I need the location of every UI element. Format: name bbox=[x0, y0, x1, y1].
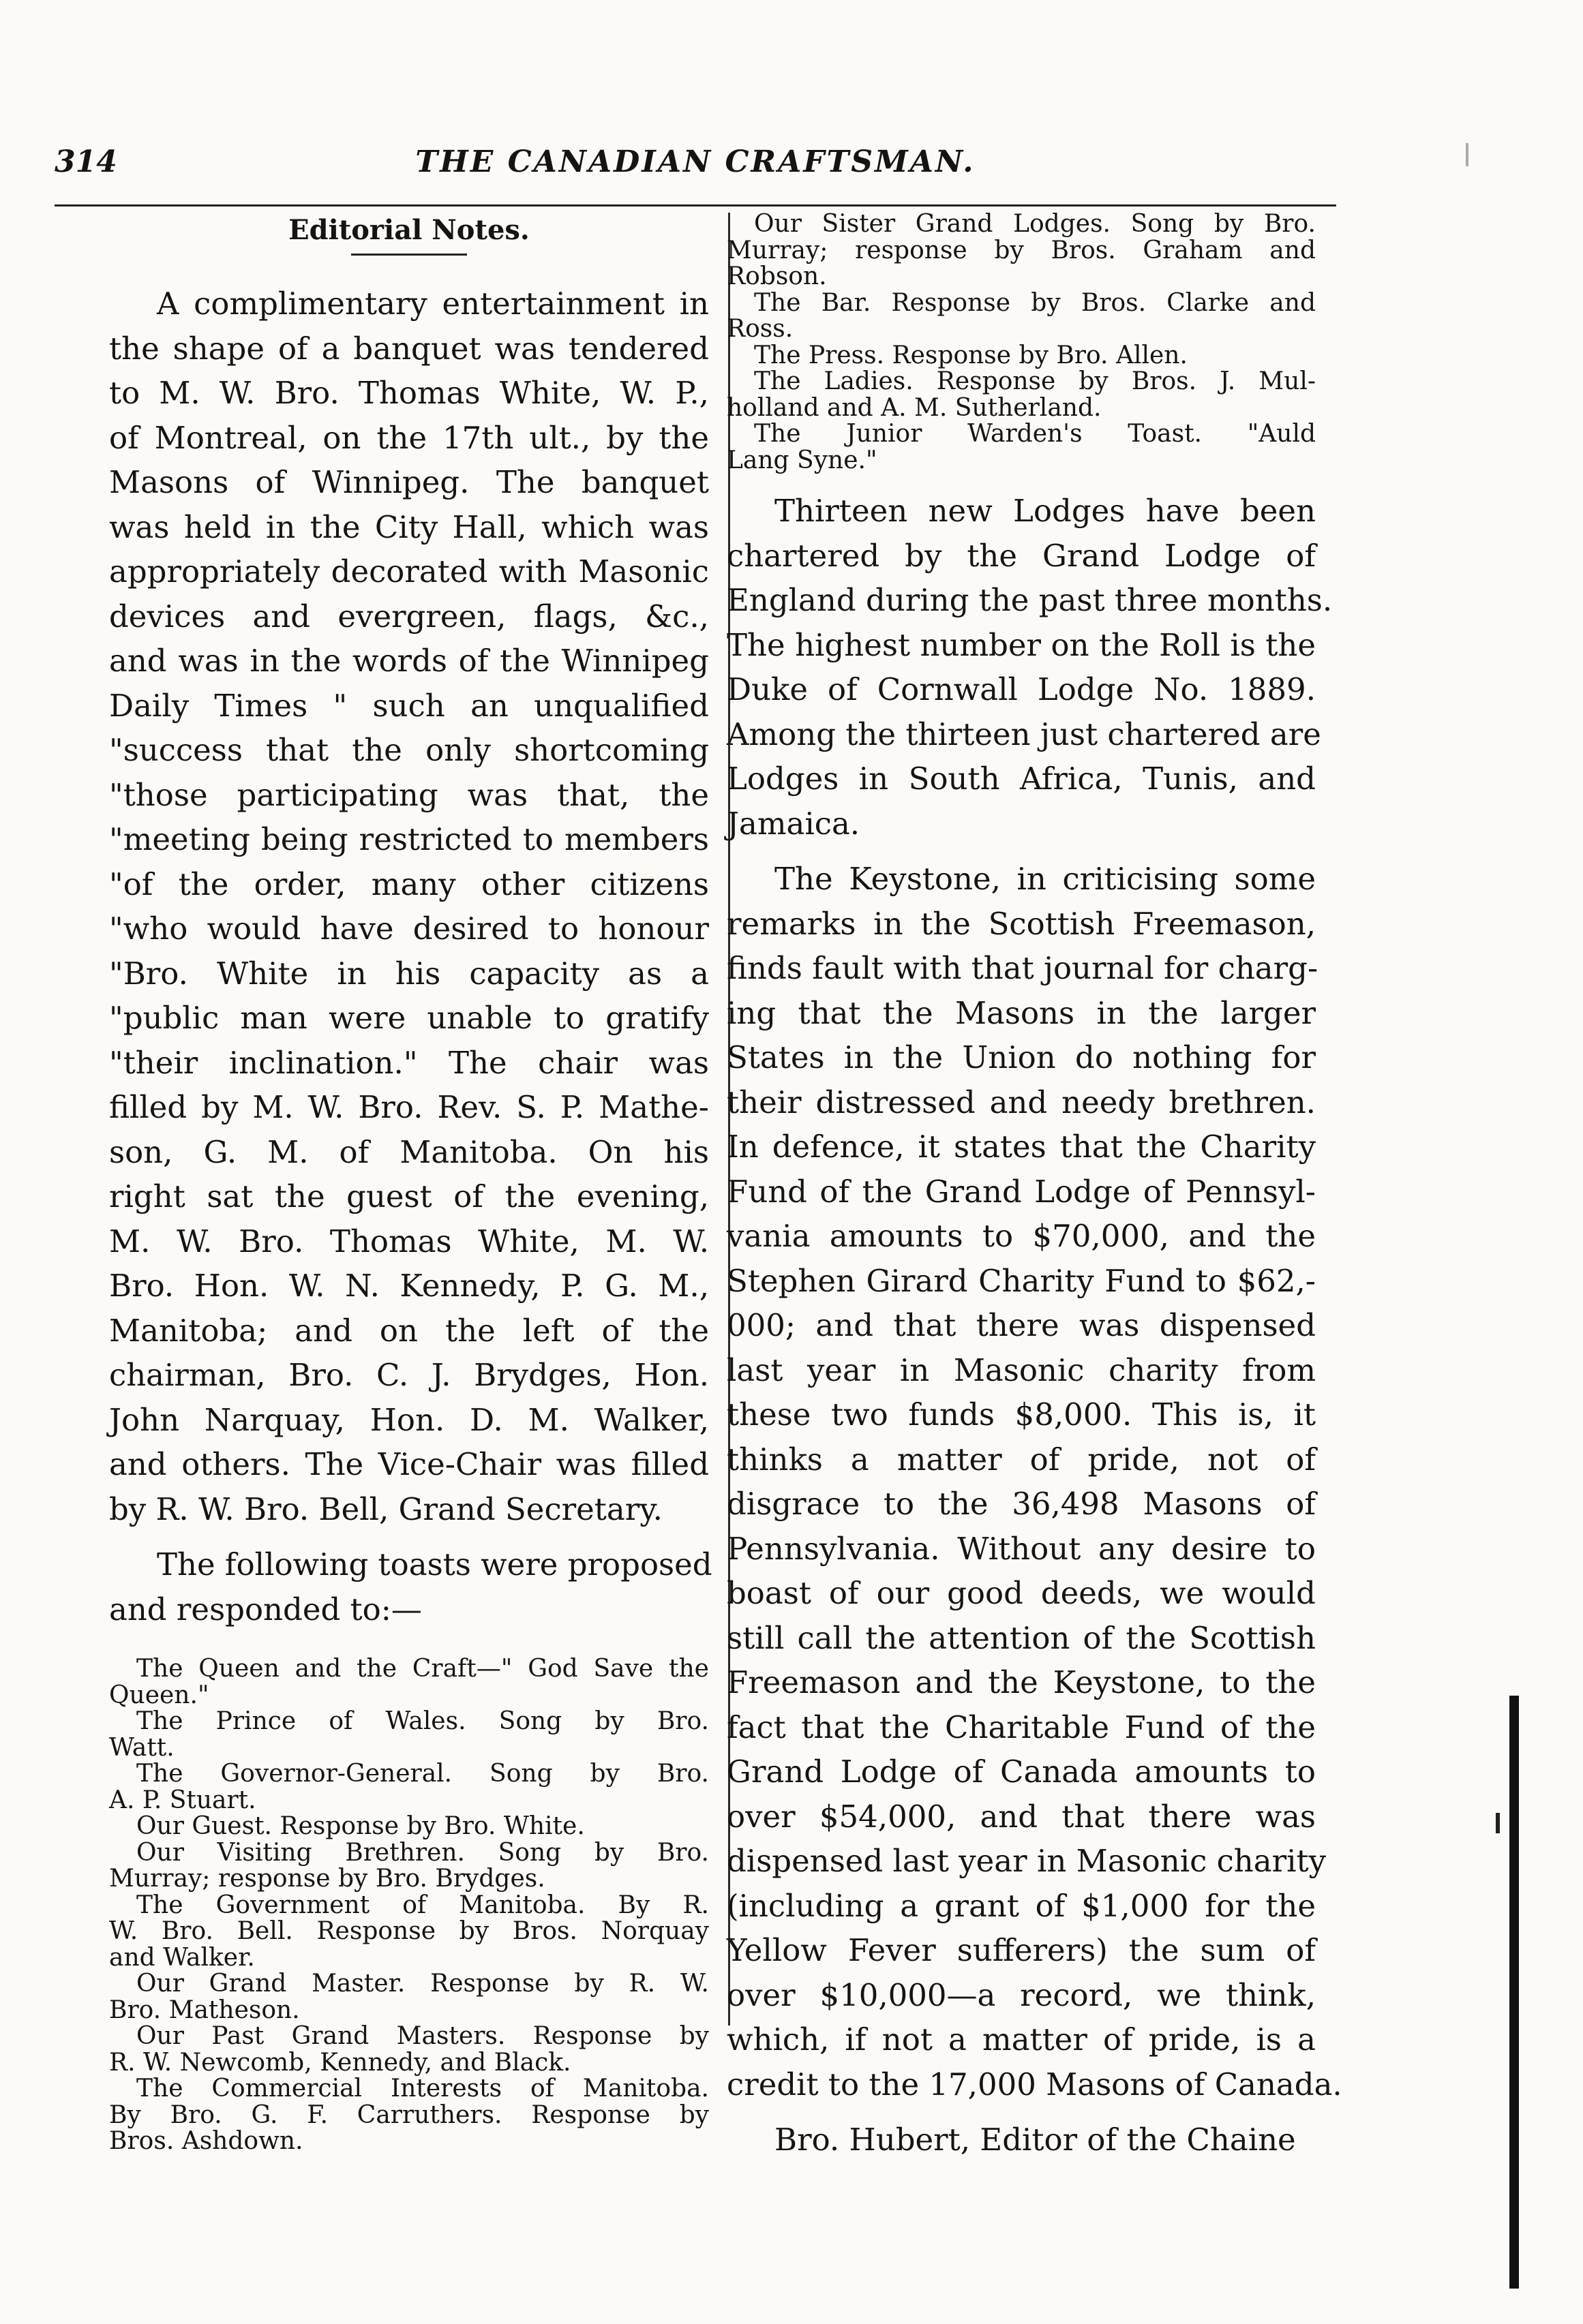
text-line: Grand Lodge of Canada amounts to bbox=[727, 1754, 1316, 1790]
text-line: Pennsylvania. Without any desire to bbox=[727, 1530, 1316, 1567]
toast-line: The Governor-General. Song by Bro. bbox=[136, 1760, 709, 1788]
text-line: Stephen Girard Charity Fund to $62,- bbox=[727, 1262, 1316, 1299]
text-line: over $54,000, and that there was bbox=[727, 1798, 1316, 1835]
text-line: England during the past three months. bbox=[727, 582, 1333, 618]
toast-line: Robson. bbox=[727, 262, 827, 290]
text-line: thinks a matter of pride, not of bbox=[727, 1441, 1316, 1478]
text-line: chartered by the Grand Lodge of bbox=[727, 537, 1316, 574]
text-line: The Keystone, in criticising some bbox=[774, 861, 1316, 897]
text-line: Yellow Fever sufferers) the sum of bbox=[727, 1932, 1316, 1968]
text-line: Duke of Cornwall Lodge No. 1889. bbox=[727, 671, 1316, 707]
toast-line: Watt. bbox=[109, 1733, 175, 1762]
toast-line: R. W. Newcomb, Kennedy, and Black. bbox=[109, 2048, 571, 2077]
text-line: States in the Union do nothing for bbox=[727, 1039, 1316, 1075]
toast-item bbox=[109, 2076, 709, 2155]
toast-line: Ross. bbox=[727, 315, 794, 343]
text-line: "meeting being restricted to members bbox=[109, 821, 709, 857]
toast-item bbox=[109, 1893, 709, 1972]
text-line: Fund of the Grand Lodge of Pennsyl- bbox=[727, 1173, 1316, 1210]
text-line: right sat the guest of the evening, bbox=[109, 1178, 709, 1214]
text-line: their distressed and needy brethren. bbox=[727, 1084, 1316, 1120]
text-line: In defence, it states that the Charity bbox=[727, 1129, 1316, 1165]
text-line: these two funds $8,000. This is, it bbox=[727, 1396, 1316, 1433]
header-rule bbox=[55, 204, 1336, 207]
text-line: dispensed last year in Masonic charity bbox=[727, 1843, 1327, 1879]
toast-line: The Press. Response by Bro. Allen. bbox=[754, 341, 1188, 369]
text-line: "public man were unable to gratify bbox=[109, 1000, 709, 1036]
text-line: filled by M. W. Bro. Rev. S. P. Mathe- bbox=[109, 1089, 709, 1125]
text-line: to M. W. Bro. Thomas White, W. P., bbox=[109, 375, 709, 411]
toast-line: Murray; response by Bro. Brydges. bbox=[109, 1865, 545, 1893]
toast-item bbox=[727, 290, 1316, 343]
toast-line: The Bar. Response by Bros. Clarke and bbox=[754, 288, 1316, 317]
page-header bbox=[55, 144, 1336, 192]
toast-item bbox=[727, 343, 1316, 369]
toast-item bbox=[109, 1656, 709, 1709]
toast-line: Bro. Matheson. bbox=[109, 1996, 300, 2024]
toast-line: Our Guest. Response by Bro. White. bbox=[136, 1812, 585, 1840]
text-line: Freemason and the Keystone, to the bbox=[727, 1664, 1316, 1700]
toast-line: W. Bro. Bell. Response by Bros. Norquay bbox=[109, 1917, 709, 1945]
text-line: and others. The Vice-Chair was filled bbox=[109, 1446, 709, 1482]
toast-list-continued bbox=[727, 211, 1316, 474]
keystone-paragraph bbox=[727, 857, 1342, 2107]
text-line: vania amounts to $70,000, and the bbox=[727, 1218, 1316, 1254]
toast-item bbox=[109, 2023, 709, 2076]
text-line: Thirteen new Lodges have been bbox=[774, 493, 1316, 529]
text-line: remarks in the Scottish Freemason, bbox=[727, 905, 1316, 942]
toast-line: Our Visiting Brethren. Song by Bro. bbox=[136, 1838, 709, 1867]
text-line: still call the attention of the Scottish bbox=[727, 1619, 1316, 1656]
toast-line: The Queen and the Craft—" God Save the bbox=[136, 1655, 709, 1683]
toast-line: Lang Syne." bbox=[727, 446, 877, 474]
text-line: John Narquay, Hon. D. M. Walker, bbox=[109, 1401, 709, 1438]
toast-line: Queen." bbox=[109, 1681, 209, 1709]
text-line: Daily Times " such an unqualified bbox=[109, 687, 709, 724]
toast-line: Bros. Ashdown. bbox=[109, 2127, 303, 2155]
text-line: Bro. Hon. W. N. Kennedy, P. G. M., bbox=[109, 1268, 709, 1304]
text-line: chairman, Bro. C. J. Brydges, Hon. bbox=[109, 1357, 709, 1393]
toast-item bbox=[109, 1709, 709, 1761]
text-line: "Bro. White in his capacity as a bbox=[109, 955, 709, 992]
scan-edge-mark-top bbox=[1466, 143, 1468, 166]
text-line: Among the thirteen just chartered are bbox=[727, 716, 1321, 752]
text-line: ing that the Masons in the larger bbox=[727, 994, 1316, 1031]
toast-list bbox=[109, 1656, 709, 2155]
page-number: 314 bbox=[55, 144, 117, 179]
intro-paragraph bbox=[109, 281, 709, 1531]
text-line: by R. W. Bro. Bell, Grand Secretary. bbox=[109, 1490, 663, 1527]
text-line: Bro. Hubert, Editor of the Chaine bbox=[774, 2122, 1296, 2158]
toast-line: Murray; response by Bros. Graham and bbox=[727, 236, 1316, 264]
text-line: A complimentary entertainment in bbox=[157, 286, 709, 322]
text-line: "their inclination." The chair was bbox=[109, 1044, 709, 1081]
text-line: credit to the 17,000 Masons of Canada. bbox=[727, 2066, 1342, 2103]
text-line: of Montreal, on the 17th ult., by the bbox=[109, 419, 709, 456]
left-column bbox=[109, 211, 712, 2155]
text-line: finds fault with that journal for charg- bbox=[727, 950, 1318, 986]
toast-line: holland and A. M. Sutherland. bbox=[727, 393, 1102, 422]
text-line: and was in the words of the Winnipeg bbox=[109, 643, 709, 679]
text-line: son, G. M. of Manitoba. On his bbox=[109, 1133, 709, 1170]
text-line: which, if not a matter of pride, is a bbox=[727, 2021, 1316, 2058]
toast-line: Our Grand Master. Response by R. W. bbox=[136, 1970, 709, 1998]
text-line: and responded to:— bbox=[109, 1591, 422, 1627]
text-line: The following toasts were proposed bbox=[157, 1546, 712, 1583]
text-line: The highest number on the Roll is the bbox=[727, 626, 1316, 663]
toast-line: By Bro. G. F. Carruthers. Response by bbox=[109, 2100, 709, 2129]
lodges-paragraph bbox=[727, 489, 1333, 846]
text-line: 000; and that there was dispensed bbox=[727, 1307, 1316, 1343]
text-line: "who would have desired to honour bbox=[109, 911, 709, 947]
text-line: "of the order, many other citizens bbox=[109, 866, 709, 902]
running-title: THE CANADIAN CRAFTSMAN. bbox=[415, 144, 976, 179]
toast-line: The Prince of Wales. Song by Bro. bbox=[136, 1707, 709, 1735]
text-line: Jamaica. bbox=[727, 805, 860, 842]
right-column bbox=[727, 210, 1342, 2162]
toast-line: The Ladies. Response by Bros. J. Mul- bbox=[754, 367, 1316, 395]
toasts-intro-paragraph bbox=[109, 1542, 712, 1632]
toast-line: The Commercial Interests of Manitoba. bbox=[136, 2075, 709, 2103]
text-line: the shape of a banquet was tendered bbox=[109, 330, 709, 367]
text-line: boast of our good deeds, we would bbox=[727, 1575, 1316, 1611]
heading-rule bbox=[351, 254, 467, 256]
toast-item bbox=[109, 1971, 709, 2023]
toast-line: The Government of Manitoba. By R. bbox=[136, 1891, 709, 1919]
text-line: last year in Masonic charity from bbox=[727, 1351, 1316, 1388]
hubert-paragraph bbox=[727, 2117, 1316, 2162]
toast-item bbox=[109, 1814, 709, 1840]
toast-item bbox=[727, 211, 1316, 290]
toast-item bbox=[727, 421, 1316, 474]
text-line: appropriately decorated with Masonic bbox=[109, 553, 709, 590]
text-line: disgrace to the 36,498 Masons of bbox=[727, 1486, 1316, 1522]
text-line: (including a grant of $1,000 for the bbox=[727, 1887, 1316, 1924]
toast-line: The Junior Warden's Toast. "Auld bbox=[754, 420, 1316, 448]
toast-item bbox=[109, 1840, 709, 1893]
toast-line: Our Past Grand Masters. Response by bbox=[136, 2022, 709, 2050]
text-line: Lodges in South Africa, Tunis, and bbox=[727, 761, 1316, 797]
toast-item bbox=[109, 1761, 709, 1814]
text-line: "those participating was that, the bbox=[109, 776, 709, 813]
text-line: Masons of Winnipeg. The banquet bbox=[109, 464, 709, 500]
text-line: M. W. Bro. Thomas White, M. W. bbox=[109, 1223, 709, 1259]
toast-item bbox=[727, 369, 1316, 421]
text-line: over $10,000—a record, we think, bbox=[727, 1976, 1316, 2013]
text-line: was held in the City Hall, which was bbox=[109, 508, 709, 545]
scan-edge-mark bbox=[1496, 1813, 1500, 1833]
text-line: devices and evergreen, flags, &c., bbox=[109, 598, 709, 634]
toast-line: Our Sister Grand Lodges. Song by Bro. bbox=[754, 210, 1316, 238]
toast-line: and Walker. bbox=[109, 1943, 255, 1972]
toast-line: A. P. Stuart. bbox=[109, 1786, 256, 1814]
text-line: "success that the only shortcoming bbox=[109, 732, 709, 768]
section-heading: Editorial Notes. bbox=[288, 214, 530, 246]
scan-edge-bar bbox=[1509, 1696, 1519, 2289]
text-line: fact that the Charitable Fund of the bbox=[727, 1709, 1316, 1745]
text-line: Manitoba; and on the left of the bbox=[109, 1312, 709, 1349]
